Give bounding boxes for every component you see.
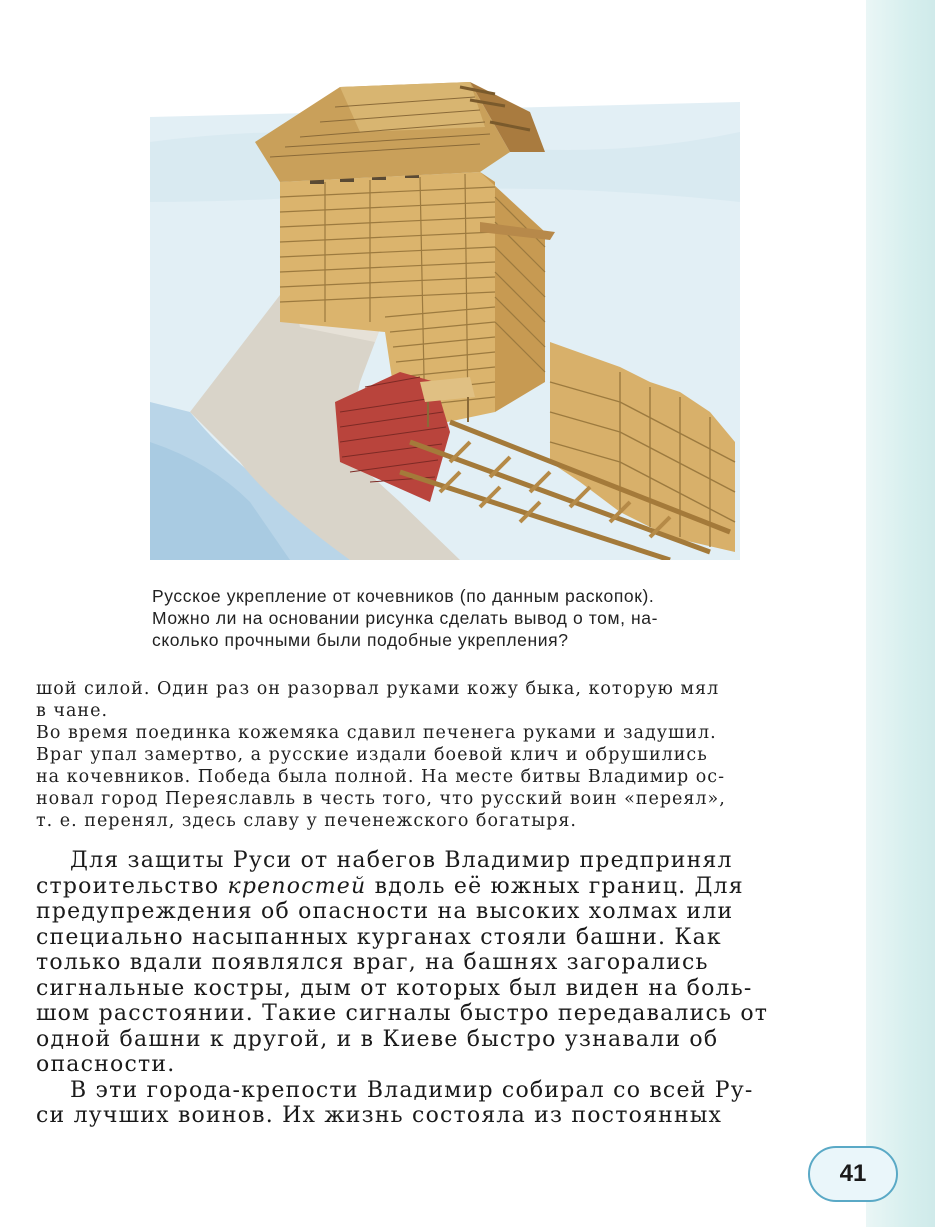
story-line: в чане. [36,701,109,721]
legend-story-text [36,678,816,832]
text-run: вдоль её южных границ. Для [366,873,744,899]
story-line: шой силой. Один раз он разорвал руками кожу быка, которую мял [36,679,720,699]
paragraph-line: В эти города-крепости Владимир собирал со всей Ру- [70,1077,754,1103]
story-line: Враг упал замертво, а русские издали боевой клич и обрушились [36,745,708,765]
page-number: 41 [839,1160,867,1187]
page-number-badge [808,1146,898,1202]
text-run: строительство [36,873,228,899]
paragraph-line: опасности. [36,1052,176,1077]
caption-line: Русское укрепление от кочевников (по данным раскопок). [152,586,655,606]
story-line: Во время поединка кожемяка сдавил печенега руками и задушил. [36,723,717,743]
paragraph-line: специально насыпанных курганах стояли башни. Как [36,924,722,950]
page-edge-band [866,0,935,1227]
paragraph-line: предупреждения об опасности на высоких холмах или [36,899,734,924]
paragraph-line: шом расстоянии. Такие сигналы быстро передавались от [36,1001,769,1026]
main-body-text [36,848,826,1129]
paragraph-line: си лучших воинов. Их жизнь состояла из постоянных [36,1103,723,1128]
caption-line: Можно ли на основании рисунка сделать вывод о том, на- [152,608,659,628]
paragraph-line: сигнальные костры, дым от которых был виден на боль- [36,975,753,1001]
paragraph-line: Для защиты Руси от набегов Владимир предпринял [70,848,733,873]
caption-line: сколько прочными были подобные укрепления? [152,630,569,650]
story-line: новал город Переяславль в честь того, что русский воин «переял», [36,789,726,809]
paragraph-line [36,874,826,900]
italic-term: крепостей [227,873,367,899]
figure-caption [152,585,772,651]
paragraph-line: только вдали появлялся враг, на башнях загорались [36,950,709,975]
story-line: на кочевников. Победа была полной. На месте битвы Владимир ос- [36,767,726,787]
fortress-tower-illustration [150,82,740,560]
paragraph-line: одной башни к другой, и в Киеве быстро узнавали об [36,1026,719,1052]
story-line: т. е. перенял, здесь славу у печенежского богатыря. [36,811,577,831]
